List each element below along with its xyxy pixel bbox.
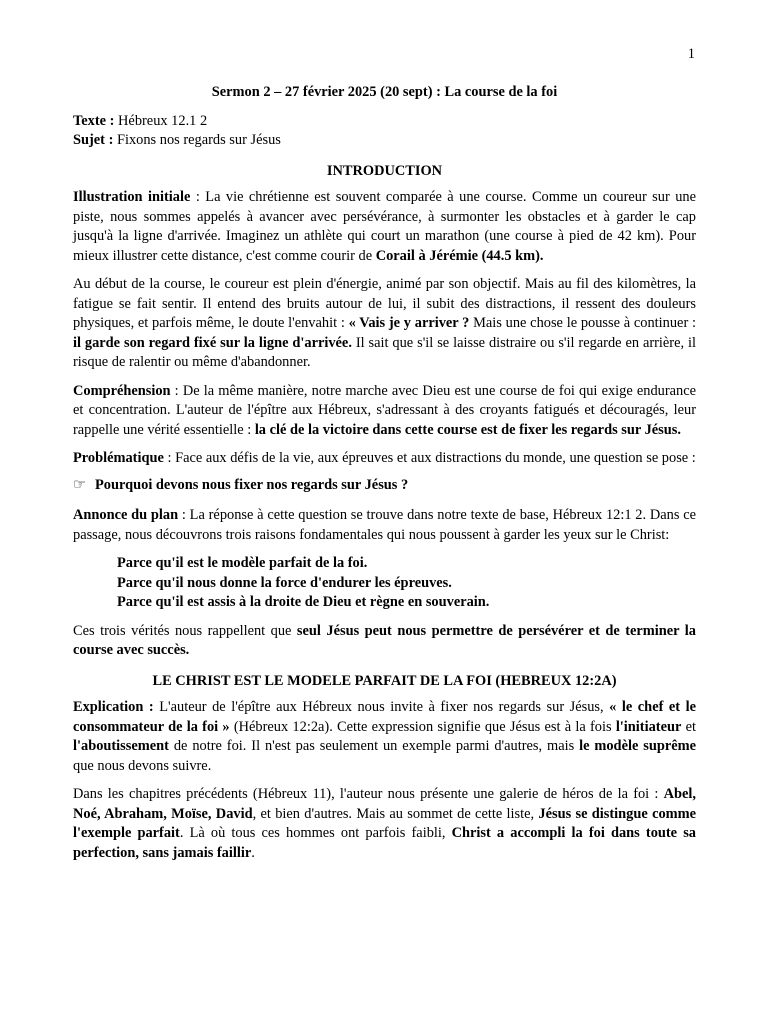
annonce-paragraph — [73, 506, 696, 545]
coureur-text: Mais une chose le pousse à continuer : — [469, 315, 696, 331]
key-question-text: Pourquoi devons nous fixer nos regards sur Jésus ? — [95, 476, 409, 493]
comprehension-paragraph — [73, 382, 696, 441]
explication-text: et — [681, 718, 697, 735]
heros-text: . Là où tous ces hommes ont parfois faibli, — [179, 825, 452, 841]
explication-text: de notre foi. Il n'est pas seulement un exemple parmi d'autres, mais — [168, 738, 580, 754]
explication-text: que nous devons suivre. — [73, 757, 212, 774]
texte-line — [73, 112, 696, 132]
illustration-paragraph — [73, 188, 696, 266]
sujet-line — [73, 131, 696, 151]
sujet-label: Sujet : — [73, 132, 114, 148]
explication-bold: « le chef et le consommateur de la foi » — [73, 699, 696, 735]
plan-item: Parce qu'il nous donne la force d'endurer les épreuves. — [117, 574, 452, 591]
heros-bold: Christ a accompli la foi dans toute sa perfection, sans jamais faillir — [73, 825, 696, 861]
intro-conclusion-bold: seul Jésus peut nous permettre de persévérer et de terminer la course avec succès. — [73, 622, 696, 658]
heros-text: Dans les chapitres précédents (Hébreux 11), l'auteur nous présente une galerie de héros de la foi : — [73, 786, 664, 802]
illustration-bold: Corail à Jérémie (44.5 km). — [375, 247, 544, 264]
explication-text: L'auteur de l'épître aux Hébreux nous invite à fixer nos regards sur Jésus, — [153, 699, 610, 715]
intro-conclusion-paragraph — [73, 622, 696, 661]
texte-value: Hébreux 12.1 2 — [114, 112, 208, 129]
pointing-hand-icon: ☞ — [73, 476, 86, 493]
coureur-text: Au début de la course, le coureur est plein d'énergie, animé par son objectif. Mais au fil des kilomètres, la fatigue se fait sentir. Il entend des bruits autour de lui, il subit des distractions, il ressent des douleurs physiques, et parfois même, le doute l'envahit : — [73, 276, 696, 331]
heros-bold: Jésus se distingue comme l'exemple parfait — [73, 805, 697, 841]
introduction-heading: INTRODUCTION — [326, 162, 443, 179]
key-question — [73, 476, 696, 496]
heros-text: , et bien d'autres. Mais au sommet de cette liste, — [252, 805, 539, 822]
coureur-bold: il garde son regard fixé sur la ligne d'arrivée. — [73, 334, 352, 351]
section1-heading: LE CHRIST EST LE MODELE PARFAIT DE LA FOI (HEBREUX 12:2A) — [152, 672, 617, 689]
heros-paragraph — [73, 785, 696, 863]
problematique-paragraph — [73, 449, 696, 469]
document-title: Sermon 2 – 27 février 2025 (20 sept) : La course de la foi — [211, 84, 558, 100]
comprehension-bold: la clé de la victoire dans cette course est de fixer les regards sur Jésus. — [254, 421, 681, 438]
texte-label: Texte : — [73, 112, 115, 129]
plan-list — [73, 554, 696, 613]
annonce-label: Annonce du plan — [73, 507, 179, 523]
coureur-paragraph — [73, 275, 696, 373]
sujet-value: Fixons nos regards sur Jésus — [113, 132, 281, 148]
comprehension-text: : De la même manière, notre marche avec Dieu est une course de foi qui exige endurance et concentration. L'auteur de l'épître aux Hébreux, s'adressant à des croyants fatigués et découragés, leur rappelle une vérité essentielle : — [73, 382, 696, 438]
intro-conclusion-text: Ces trois vérités nous rappellent que — [73, 622, 297, 639]
problematique-label: Problématique — [73, 450, 164, 466]
coureur-text: Il sait que s'il se laisse distraire ou s'il regarde en arrière, il risque de ralentir ou même d'abandonner. — [73, 334, 696, 370]
problematique-text: : Face aux défis de la vie, aux épreuves et aux distractions du monde, une question se pose : — [163, 450, 696, 466]
heros-bold: Abel, Noé, Abraham, Moïse, David — [73, 786, 696, 822]
explication-paragraph — [73, 698, 696, 776]
plan-item: Parce qu'il est assis à la droite de Dieu et règne en souverain. — [117, 594, 490, 610]
plan-item: Parce qu'il est le modèle parfait de la foi. — [117, 555, 368, 571]
coureur-bold: « Vais je y arriver ? — [348, 315, 470, 331]
explication-bold: l'initiateur — [615, 718, 682, 735]
explication-label: Explication : — [73, 699, 154, 715]
annonce-text: : La réponse à cette question se trouve dans notre texte de base, Hébreux 12:1 2. Dans ce passage, nous découvrons trois raisons fondamentales qui nous poussent à garder les yeux sur le Christ: — [73, 507, 697, 543]
comprehension-label: Compréhension — [73, 382, 171, 399]
document-body — [73, 83, 696, 872]
heros-text: . — [251, 844, 255, 861]
explication-bold: le modèle suprême — [579, 738, 696, 754]
illustration-label: Illustration initiale — [73, 189, 191, 205]
explication-bold: l'aboutissement — [73, 738, 169, 754]
page-number: 1 — [687, 46, 695, 62]
illustration-text: : La vie chrétienne est souvent comparée à une course. Comme un coureur sur une piste, nous sommes appelés à avancer avec persévérance, à surmonter les obstacles et à garder le cap jusqu'à la ligne d'arrivée. Imaginez un athlète qui court un marathon (une course à pied de 42 km). Pour mieux illustrer cette distance, c'est comme courir de — [73, 189, 696, 264]
explication-text: (Hébreux 12:2a). Cette expression signifie que Jésus est à la fois — [229, 718, 616, 735]
